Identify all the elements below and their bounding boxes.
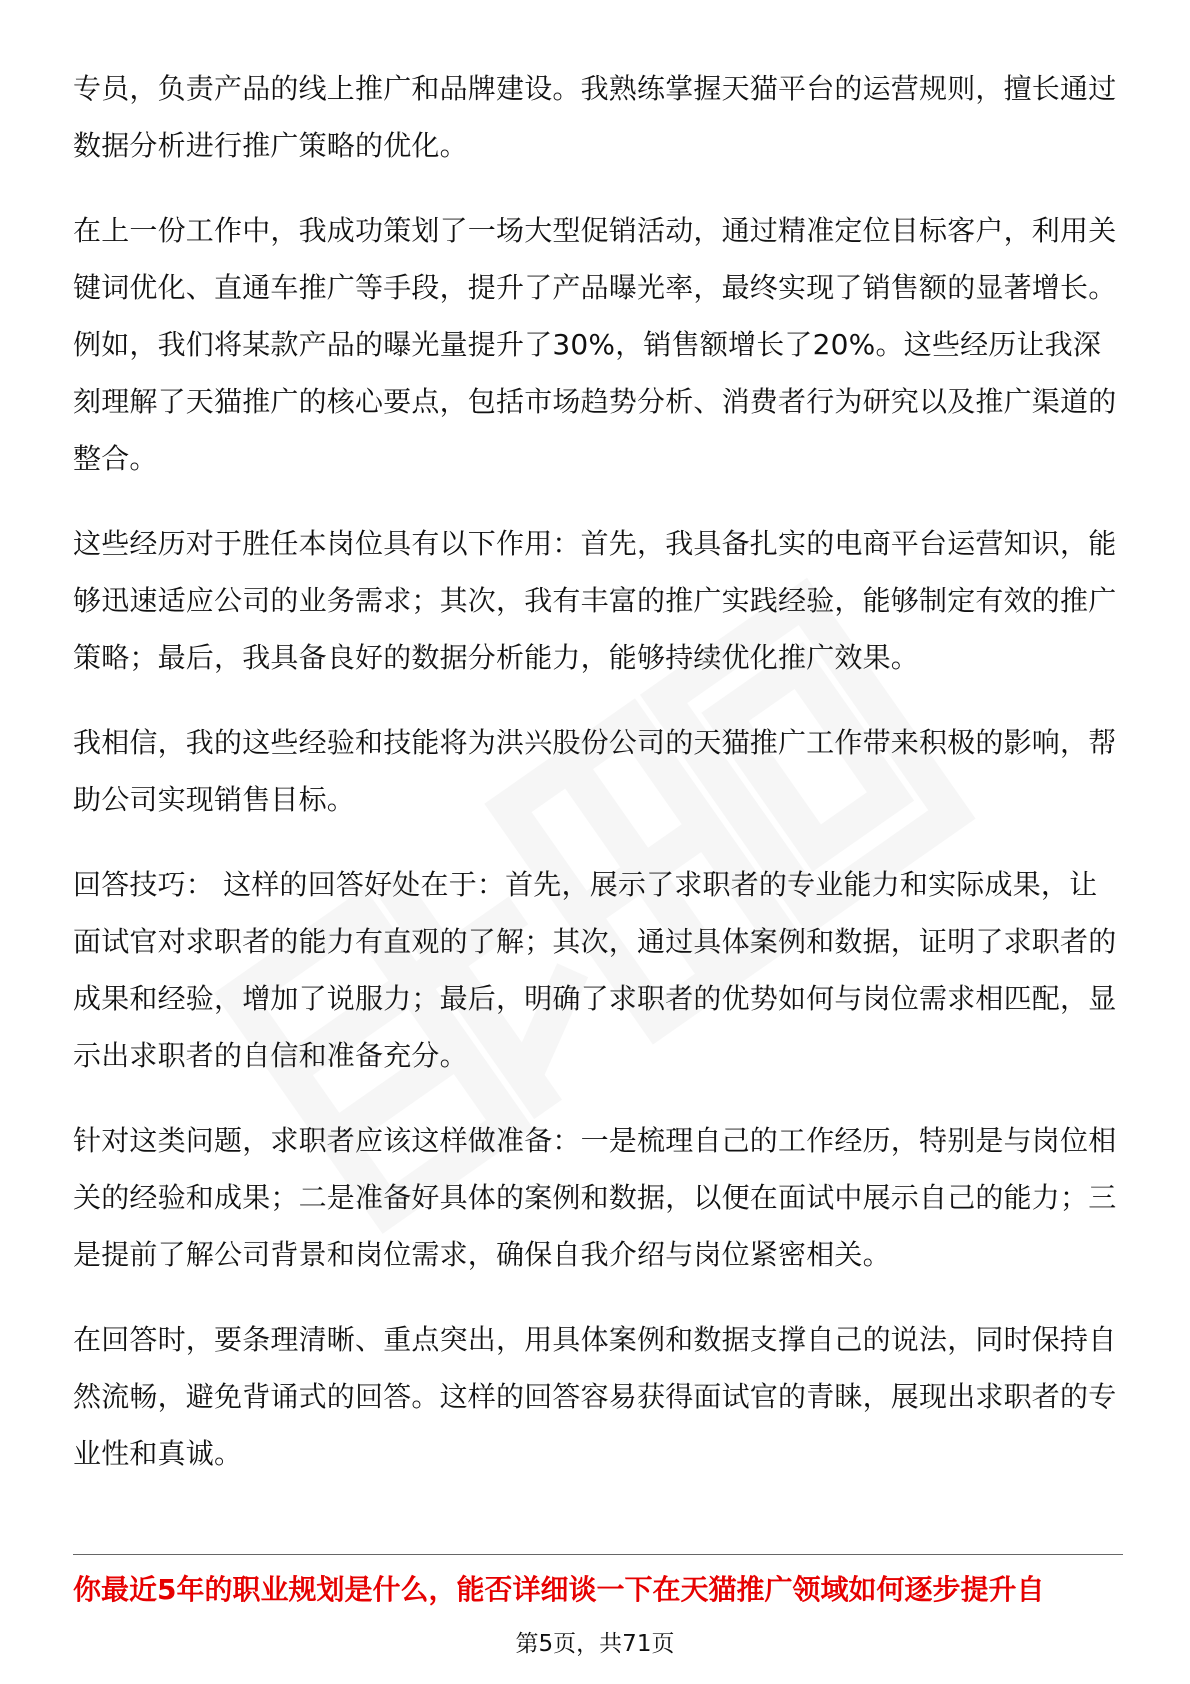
paragraph-experience: 在上一份工作中，我成功策划了一场大型促销活动，通过精准定位目标客户，利用关键词优化、直通车推广等手段，提升了产品曝光率，最终实现了销售额的显著增长。例如，我们将某款产品的曝光量提升了30%，销售额增长了20%。这些经历让我深刻理解了天猫推广的核心要点，包括市场趋势分析、消费者行为研究以及推广渠道的整合。: [73, 214, 1117, 475]
section-divider: [73, 1554, 1123, 1555]
paragraph-answer-tips: 回答技巧： 这样的回答好处在于：首先，展示了求职者的专业能力和实际成果，让面试官对求职者的能力有直观的了解；其次，通过具体案例和数据，证明了求职者的成果和经验，增加了说服力；最后，明确了求职者的优势如何与岗位需求相匹配，显示出求职者的自信和准备充分。: [73, 868, 1117, 1072]
paragraph-role-fit: 这些经历对于胜任本岗位具有以下作用：首先，我具备扎实的电商平台运营知识，能够迅速适应公司的业务需求；其次，我有丰富的推广实践经验，能够制定有效的推广策略；最后，我具备良好的数据分析能力，能够持续优化推广效果。: [73, 527, 1117, 674]
document-body: [73, 60, 1123, 1510]
paragraph-intro: 专员，负责产品的线上推广和品牌建设。我熟练掌握天猫平台的运营规则，擅长通过数据分析进行推广策略的优化。: [73, 72, 1117, 162]
paragraph-answer-style: 在回答时，要条理清晰、重点突出，用具体案例和数据支撑自己的说法，同时保持自然流畅，避免背诵式的回答。这样的回答容易获得面试官的青睐，展现出求职者的专业性和真诚。: [73, 1323, 1117, 1470]
paragraph-conclusion: 我相信，我的这些经验和技能将为洪兴股份公司的天猫推广工作带来积极的影响，帮助公司实现销售目标。: [73, 726, 1117, 816]
paragraph-preparation: 针对这类问题，求职者应该这样做准备：一是梳理自己的工作经历，特别是与岗位相关的经验和成果；二是准备好具体的案例和数据，以便在面试中展示自己的能力；三是提前了解公司背景和岗位需求，确保自我介绍与岗位紧密相关。: [73, 1124, 1117, 1271]
page-footer: 第5页，共71页: [515, 1631, 675, 1657]
next-question-heading: 你最近5年的职业规划是什么，能否详细谈一下在天猫推广领域如何逐步提升自: [73, 1573, 1045, 1606]
